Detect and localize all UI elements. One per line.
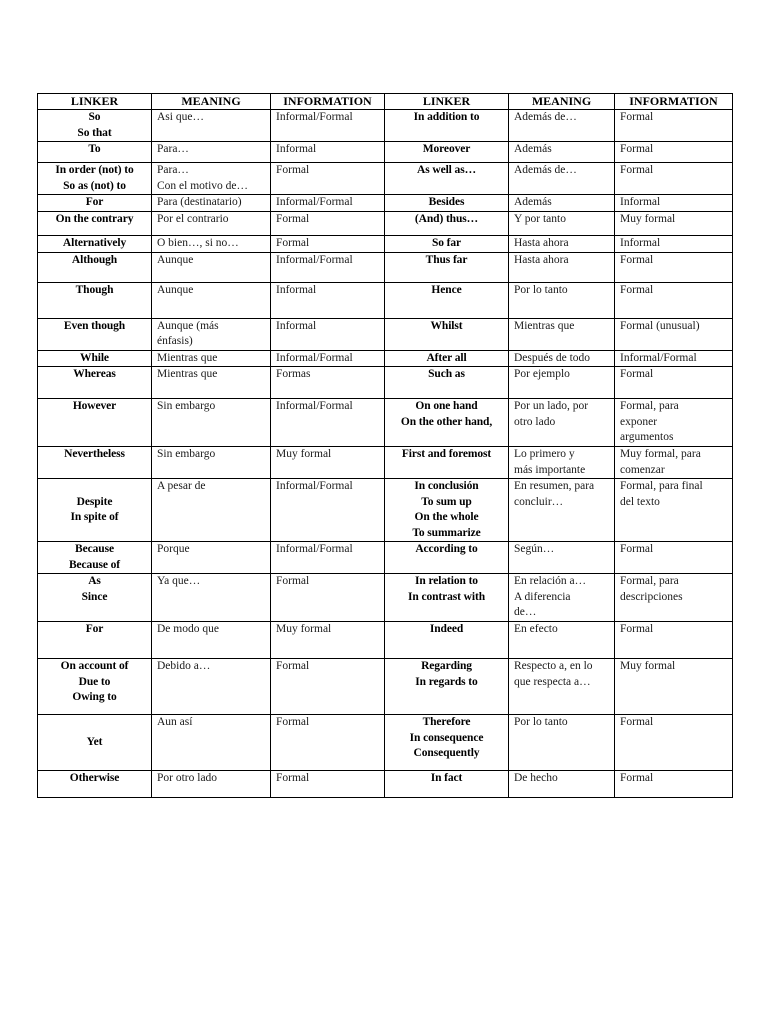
- cell-linker-2: [385, 447, 509, 479]
- cell-linker-1: [38, 659, 152, 715]
- cell-line: Formal: [620, 164, 654, 176]
- cell-linker-2: [385, 142, 509, 163]
- cell-information-2: [615, 367, 733, 399]
- cell-line: descripciones: [620, 590, 683, 603]
- cell-meaning-1: [152, 622, 271, 659]
- cell-line: De modo que: [157, 623, 219, 635]
- cell-line: In contrast with: [408, 590, 485, 603]
- cell-meaning-2: [509, 622, 615, 659]
- cell-line: Whereas: [73, 368, 116, 380]
- cell-line: Formal: [620, 111, 654, 123]
- cell-meaning-1: [152, 479, 271, 542]
- cell-line: A diferencia: [514, 590, 571, 603]
- cell-information-1: [271, 282, 385, 318]
- cell-linker-1: [38, 318, 152, 350]
- cell-information-1: [271, 574, 385, 622]
- cell-line: On the whole: [414, 511, 479, 523]
- cell-line: Informal: [276, 319, 317, 332]
- cell-line: Por lo tanto: [514, 716, 568, 728]
- cell-line: Due to: [78, 675, 111, 688]
- cell-line: In regards to: [415, 675, 478, 688]
- cell-line: Informal: [620, 236, 661, 249]
- cell-line: On one hand: [415, 400, 478, 412]
- cell-line: argumentos: [620, 431, 674, 443]
- cell-meaning-1: [152, 715, 271, 771]
- cell-line: So as (not) to: [63, 179, 126, 192]
- cell-information-1: [271, 163, 385, 195]
- cell-linker-2: [385, 715, 509, 771]
- table-row: [38, 163, 733, 195]
- cell-line: Besides: [428, 196, 465, 208]
- cell-line: Muy formal: [620, 212, 676, 225]
- table-row: [38, 235, 733, 252]
- cell-meaning-2: [509, 399, 615, 447]
- cell-meaning-1: [152, 110, 271, 142]
- cell-line: Para…: [157, 143, 189, 155]
- cell-linker-2: [385, 282, 509, 318]
- cell-information-1: [271, 399, 385, 447]
- cell-line: In relation to: [415, 575, 478, 587]
- cell-line: énfasis): [157, 335, 193, 347]
- cell-line: Formal: [620, 283, 654, 296]
- table-row: [38, 282, 733, 318]
- cell-linker-2: [385, 574, 509, 622]
- header-linker: LINKER: [38, 94, 152, 110]
- cell-linker-1: [38, 350, 152, 367]
- cell-line: In conclusión: [414, 480, 479, 492]
- cell-information-2: [615, 235, 733, 252]
- table-row: [38, 574, 733, 622]
- cell-meaning-1: [152, 542, 271, 574]
- cell-information-1: [271, 715, 385, 771]
- cell-line: Regarding: [421, 660, 472, 672]
- cell-line: Aunque: [157, 283, 194, 296]
- cell-linker-1: [38, 235, 152, 252]
- cell-linker-1: [38, 142, 152, 163]
- cell-line: Consequently: [413, 747, 480, 759]
- table-row: [38, 350, 733, 367]
- header-meaning: MEANING: [152, 94, 271, 110]
- cell-line: Informal/Formal: [620, 351, 697, 364]
- cell-line: Además de…: [514, 164, 577, 176]
- cell-line: As: [88, 575, 101, 587]
- cell-line: Sin embargo: [157, 400, 216, 412]
- cell-line: Formal, para: [620, 575, 679, 587]
- table-row: [38, 622, 733, 659]
- cell-linker-2: [385, 110, 509, 142]
- table-row: [38, 659, 733, 715]
- cell-line: Muy formal: [276, 623, 332, 635]
- cell-line: Mientras que: [157, 351, 218, 364]
- cell-line: Alternatively: [62, 236, 127, 249]
- cell-line: In consequence: [409, 731, 484, 744]
- cell-line: Nevertheless: [64, 448, 125, 460]
- cell-line: otro lado: [514, 415, 556, 428]
- cell-line: Muy formal: [276, 448, 332, 460]
- cell-meaning-2: [509, 142, 615, 163]
- cell-linker-1: [38, 367, 152, 399]
- cell-meaning-1: [152, 142, 271, 163]
- cell-line: Informal/Formal: [276, 111, 353, 123]
- cell-information-1: [271, 318, 385, 350]
- cell-line: Aunque (más: [157, 319, 219, 332]
- cell-meaning-2: [509, 350, 615, 367]
- cell-information-2: [615, 542, 733, 574]
- cell-information-2: [615, 447, 733, 479]
- cell-line: De hecho: [514, 772, 558, 784]
- cell-meaning-2: [509, 163, 615, 195]
- cell-line: Though: [75, 283, 114, 296]
- cell-information-1: [271, 252, 385, 282]
- table-row: [38, 771, 733, 798]
- cell-information-1: [271, 622, 385, 659]
- table-row: [38, 252, 733, 282]
- cell-line: To: [88, 143, 101, 155]
- cell-information-1: [271, 479, 385, 542]
- cell-line: Formal: [620, 368, 654, 380]
- cell-linker-2: [385, 542, 509, 574]
- table-row: [38, 110, 733, 142]
- cell-line: Formal (unusual): [620, 319, 700, 332]
- cell-line: Lo primero y: [514, 448, 575, 460]
- cell-line: exponer: [620, 415, 658, 428]
- cell-meaning-1: [152, 771, 271, 798]
- cell-line: Thus far: [425, 253, 468, 266]
- cell-line: In order (not) to: [55, 164, 134, 176]
- cell-line: Muy formal: [620, 660, 676, 672]
- table-row: [38, 211, 733, 235]
- cell-line: Para (destinatario): [157, 196, 242, 208]
- cell-meaning-2: [509, 447, 615, 479]
- cell-line: Whilst: [430, 319, 463, 332]
- cell-line: Formal: [620, 253, 654, 266]
- cell-information-2: [615, 318, 733, 350]
- cell-line: Such as: [428, 368, 465, 380]
- cell-meaning-1: [152, 235, 271, 252]
- cell-line: Informal/Formal: [276, 400, 353, 412]
- cell-line: Para…: [157, 164, 189, 176]
- table-row: [38, 479, 733, 542]
- cell-line: Even though: [63, 319, 126, 332]
- cell-line: Formal: [276, 212, 310, 225]
- cell-line: Formal: [276, 772, 310, 784]
- cell-line: del texto: [620, 495, 660, 508]
- cell-line: On account of: [60, 660, 129, 672]
- cell-meaning-1: [152, 163, 271, 195]
- cell-line: Formas: [276, 368, 311, 380]
- cell-line: más importante: [514, 463, 586, 476]
- cell-linker-2: [385, 235, 509, 252]
- cell-information-1: [271, 142, 385, 163]
- cell-line: To sum up: [421, 495, 472, 508]
- cell-line: Hasta ahora: [514, 253, 569, 266]
- cell-linker-1: [38, 252, 152, 282]
- cell-information-2: [615, 211, 733, 235]
- cell-linker-1: [38, 282, 152, 318]
- cell-linker-2: [385, 659, 509, 715]
- cell-meaning-2: [509, 252, 615, 282]
- cell-information-2: [615, 399, 733, 447]
- cell-meaning-1: [152, 367, 271, 399]
- cell-line: For: [85, 196, 104, 208]
- cell-line: (And) thus…: [414, 212, 479, 225]
- cell-line: However: [72, 400, 117, 412]
- cell-line: On the other hand,: [400, 415, 493, 428]
- cell-line: In spite of: [70, 511, 119, 523]
- cell-line: Aunque: [157, 253, 194, 266]
- cell-line: En efecto: [514, 623, 558, 635]
- cell-linker-1: [38, 715, 152, 771]
- cell-line: Formal: [620, 623, 654, 635]
- cell-linker-2: [385, 622, 509, 659]
- cell-line: Moreover: [422, 143, 471, 155]
- cell-line: Informal/Formal: [276, 351, 353, 364]
- cell-line: Formal: [276, 236, 310, 249]
- cell-linker-2: [385, 399, 509, 447]
- cell-line: Informal/Formal: [276, 480, 353, 492]
- cell-information-2: [615, 142, 733, 163]
- cell-line: First and foremost: [401, 448, 492, 460]
- cell-meaning-1: [152, 350, 271, 367]
- cell-information-2: [615, 771, 733, 798]
- cell-line: En resumen, para: [514, 480, 595, 492]
- cell-information-2: [615, 715, 733, 771]
- cell-line: Porque: [157, 543, 190, 555]
- cell-information-2: [615, 622, 733, 659]
- cell-linker-2: [385, 318, 509, 350]
- cell-meaning-1: [152, 252, 271, 282]
- cell-meaning-2: [509, 318, 615, 350]
- cell-linker-1: [38, 622, 152, 659]
- cell-line: So that: [77, 126, 112, 139]
- cell-meaning-1: [152, 211, 271, 235]
- cell-information-2: [615, 252, 733, 282]
- cell-information-2: [615, 163, 733, 195]
- cell-line: Por otro lado: [157, 772, 218, 784]
- cell-meaning-1: [152, 318, 271, 350]
- cell-line: Formal: [276, 164, 310, 176]
- cell-line: Después de todo: [514, 351, 591, 364]
- header-linker-2: LINKER: [385, 94, 509, 110]
- cell-meaning-1: [152, 195, 271, 212]
- cell-line: On the contrary: [55, 212, 134, 225]
- cell-line: Hence: [431, 283, 462, 296]
- cell-line: Formal: [620, 543, 654, 555]
- cell-information-1: [271, 659, 385, 715]
- cell-line: Informal/Formal: [276, 253, 353, 266]
- cell-information-2: [615, 195, 733, 212]
- cell-linker-2: [385, 350, 509, 367]
- cell-information-1: [271, 350, 385, 367]
- cell-line: Mientras que: [157, 368, 218, 380]
- cell-line: Por ejemplo: [514, 368, 570, 380]
- cell-information-2: [615, 282, 733, 318]
- cell-information-1: [271, 195, 385, 212]
- cell-line: Por un lado, por: [514, 400, 589, 412]
- cell-line: Por lo tanto: [514, 283, 568, 296]
- table-row: [38, 367, 733, 399]
- cell-linker-2: [385, 771, 509, 798]
- header-meaning-2: MEANING: [509, 94, 615, 110]
- cell-line: While: [80, 351, 109, 364]
- cell-line: Ya que…: [157, 575, 201, 587]
- cell-information-2: [615, 479, 733, 542]
- cell-linker-1: [38, 479, 152, 542]
- cell-line: Informal/Formal: [276, 543, 353, 555]
- cell-line: A pesar de: [157, 480, 206, 492]
- cell-line: Mientras que: [514, 319, 575, 332]
- cell-information-1: [271, 110, 385, 142]
- cell-linker-2: [385, 195, 509, 212]
- header-information: INFORMATION: [271, 94, 385, 110]
- cell-linker-1: [38, 771, 152, 798]
- linkers-table: [37, 93, 733, 798]
- table-row: [38, 542, 733, 574]
- cell-line: Además: [514, 196, 552, 208]
- cell-line: After all: [426, 351, 467, 364]
- cell-line: For: [85, 623, 104, 635]
- cell-line: Owing to: [72, 691, 117, 703]
- cell-line: Because of: [68, 558, 121, 571]
- cell-line: So far: [431, 236, 462, 249]
- cell-linker-1: [38, 447, 152, 479]
- cell-meaning-2: [509, 659, 615, 715]
- cell-line: Respecto a, en lo: [514, 660, 593, 672]
- cell-line: Además de…: [514, 111, 577, 123]
- cell-meaning-2: [509, 211, 615, 235]
- cell-meaning-2: [509, 282, 615, 318]
- cell-line: concluir…: [514, 495, 564, 508]
- cell-linker-1: [38, 110, 152, 142]
- cell-meaning-1: [152, 399, 271, 447]
- cell-information-1: [271, 542, 385, 574]
- cell-information-1: [271, 235, 385, 252]
- cell-line: To summarize: [412, 526, 481, 539]
- header-row: [38, 94, 733, 110]
- cell-meaning-2: [509, 367, 615, 399]
- cell-line: Formal, para final: [620, 480, 703, 492]
- cell-line: Because: [75, 543, 114, 555]
- cell-meaning-1: [152, 574, 271, 622]
- cell-linker-2: [385, 367, 509, 399]
- cell-meaning-2: [509, 715, 615, 771]
- cell-meaning-2: [509, 479, 615, 542]
- cell-information-1: [271, 367, 385, 399]
- cell-line: Formal: [276, 716, 310, 728]
- table-row: [38, 399, 733, 447]
- cell-line: Informal: [276, 143, 317, 155]
- cell-line: comenzar: [620, 463, 665, 476]
- cell-line: In fact: [430, 772, 463, 784]
- cell-line: Otherwise: [69, 772, 120, 784]
- cell-meaning-1: [152, 659, 271, 715]
- cell-line: Yet: [86, 735, 103, 748]
- table-row: [38, 142, 733, 163]
- cell-line: Although: [71, 253, 118, 266]
- cell-line: Según…: [514, 543, 555, 555]
- cell-information-2: [615, 574, 733, 622]
- cell-information-2: [615, 659, 733, 715]
- cell-line: As well as…: [417, 164, 476, 176]
- cell-linker-1: [38, 163, 152, 195]
- cell-meaning-2: [509, 110, 615, 142]
- cell-meaning-1: [152, 447, 271, 479]
- cell-information-2: [615, 110, 733, 142]
- cell-linker-1: [38, 211, 152, 235]
- cell-meaning-2: [509, 542, 615, 574]
- cell-linker-2: [385, 163, 509, 195]
- cell-line: In addition to: [413, 111, 480, 123]
- cell-line: Y por tanto: [514, 212, 566, 225]
- cell-meaning-2: [509, 195, 615, 212]
- cell-linker-2: [385, 211, 509, 235]
- cell-line: Informal: [276, 283, 317, 296]
- cell-line: Informal: [620, 196, 661, 208]
- cell-line: Sin embargo: [157, 448, 216, 460]
- table-row: [38, 447, 733, 479]
- cell-line: Informal/Formal: [276, 196, 353, 208]
- cell-line: Formal: [276, 575, 310, 587]
- table-row: [38, 195, 733, 212]
- cell-line: Indeed: [429, 623, 464, 635]
- cell-line: Con el motivo de…: [157, 179, 249, 192]
- cell-line: Además: [514, 143, 552, 155]
- cell-line: Muy formal, para: [620, 448, 701, 460]
- cell-meaning-2: [509, 574, 615, 622]
- cell-line: Formal: [276, 660, 310, 672]
- cell-line: Formal: [620, 143, 654, 155]
- cell-linker-1: [38, 574, 152, 622]
- cell-line: que respecta a…: [514, 675, 591, 688]
- cell-linker-1: [38, 195, 152, 212]
- cell-line: En relación a…: [514, 575, 587, 587]
- cell-information-2: [615, 350, 733, 367]
- cell-line: de…: [514, 606, 537, 618]
- cell-line: Since: [81, 590, 108, 603]
- header-information-2: INFORMATION: [615, 94, 733, 110]
- cell-line: Formal: [620, 716, 654, 728]
- cell-line: Formal, para: [620, 400, 679, 412]
- cell-line: According to: [415, 543, 478, 555]
- cell-linker-2: [385, 252, 509, 282]
- cell-line: Formal: [620, 772, 654, 784]
- cell-information-1: [271, 771, 385, 798]
- cell-linker-1: [38, 542, 152, 574]
- cell-linker-2: [385, 479, 509, 542]
- cell-meaning-2: [509, 235, 615, 252]
- cell-information-1: [271, 211, 385, 235]
- cell-line: Aun así: [157, 716, 193, 728]
- cell-line: Hasta ahora: [514, 236, 569, 249]
- cell-line: Therefore: [422, 716, 471, 728]
- cell-linker-1: [38, 399, 152, 447]
- cell-line: Despite: [76, 495, 113, 508]
- cell-line: So: [88, 111, 101, 123]
- cell-line: Asi que…: [157, 111, 204, 123]
- cell-meaning-2: [509, 771, 615, 798]
- table-row: [38, 318, 733, 350]
- cell-line: Debido a…: [157, 660, 211, 672]
- cell-line: Por el contrario: [157, 212, 229, 225]
- table-row: [38, 715, 733, 771]
- cell-information-1: [271, 447, 385, 479]
- cell-meaning-1: [152, 282, 271, 318]
- cell-line: O bien…, si no…: [157, 236, 239, 249]
